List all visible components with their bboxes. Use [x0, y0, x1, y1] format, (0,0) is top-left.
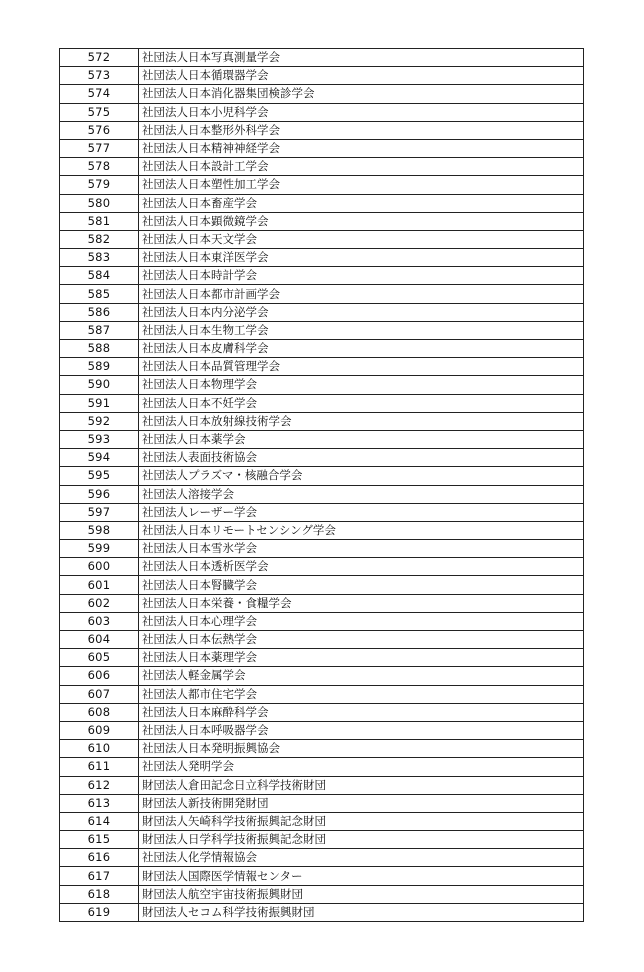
- table-row: [60, 321, 584, 339]
- table-row: [60, 558, 584, 576]
- organization-name-cell: 社団法人日本整形外科学会: [139, 121, 584, 139]
- table-row: [60, 230, 584, 248]
- table-row: [60, 849, 584, 867]
- organization-name-cell: 社団法人日本皮膚科学会: [139, 340, 584, 358]
- table-row: [60, 576, 584, 594]
- row-number-cell: 619: [60, 903, 139, 921]
- row-number-cell: 592: [60, 412, 139, 430]
- table-row: [60, 467, 584, 485]
- table-row: [60, 67, 584, 85]
- table-row: [60, 358, 584, 376]
- table-row: [60, 376, 584, 394]
- organization-name-cell: 社団法人日本循環器学会: [139, 67, 584, 85]
- organization-name-cell: 社団法人日本放射線技術学会: [139, 412, 584, 430]
- organization-name-cell: 社団法人日本精神神経学会: [139, 139, 584, 157]
- organization-table: [59, 48, 584, 922]
- organization-name-cell: 社団法人日本顕微鏡学会: [139, 212, 584, 230]
- table-row: [60, 285, 584, 303]
- organization-name-cell: 社団法人日本物理学会: [139, 376, 584, 394]
- table-row: [60, 740, 584, 758]
- row-number-cell: 577: [60, 139, 139, 157]
- organization-name-cell: 社団法人レーザー学会: [139, 503, 584, 521]
- table-row: [60, 831, 584, 849]
- row-number-cell: 595: [60, 467, 139, 485]
- organization-name-cell: 社団法人日本呼吸器学会: [139, 721, 584, 739]
- table-row: [60, 139, 584, 157]
- row-number-cell: 574: [60, 85, 139, 103]
- row-number-cell: 578: [60, 158, 139, 176]
- row-number-cell: 609: [60, 721, 139, 739]
- row-number-cell: 600: [60, 558, 139, 576]
- organization-name-cell: 社団法人日本時計学会: [139, 267, 584, 285]
- row-number-cell: 612: [60, 776, 139, 794]
- table-row: [60, 212, 584, 230]
- organization-name-cell: 社団法人都市住宅学会: [139, 685, 584, 703]
- table-row: [60, 449, 584, 467]
- organization-name-cell: 社団法人日本都市計画学会: [139, 285, 584, 303]
- table-row: [60, 303, 584, 321]
- row-number-cell: 596: [60, 485, 139, 503]
- row-number-cell: 591: [60, 394, 139, 412]
- row-number-cell: 601: [60, 576, 139, 594]
- table-row: [60, 631, 584, 649]
- table-row: [60, 394, 584, 412]
- table-row: [60, 649, 584, 667]
- table-row: [60, 176, 584, 194]
- table-row: [60, 485, 584, 503]
- organization-name-cell: 社団法人プラズマ・核融合学会: [139, 467, 584, 485]
- row-number-cell: 583: [60, 249, 139, 267]
- table-row: [60, 158, 584, 176]
- row-number-cell: 613: [60, 794, 139, 812]
- table-row: [60, 49, 584, 67]
- row-number-cell: 610: [60, 740, 139, 758]
- organization-table-body: [60, 49, 584, 922]
- table-row: [60, 194, 584, 212]
- row-number-cell: 585: [60, 285, 139, 303]
- table-row: [60, 85, 584, 103]
- row-number-cell: 597: [60, 503, 139, 521]
- row-number-cell: 615: [60, 831, 139, 849]
- table-row: [60, 885, 584, 903]
- organization-name-cell: 社団法人日本畜産学会: [139, 194, 584, 212]
- row-number-cell: 590: [60, 376, 139, 394]
- table-row: [60, 703, 584, 721]
- table-row: [60, 594, 584, 612]
- row-number-cell: 608: [60, 703, 139, 721]
- row-number-cell: 579: [60, 176, 139, 194]
- row-number-cell: 584: [60, 267, 139, 285]
- row-number-cell: 572: [60, 49, 139, 67]
- table-row: [60, 521, 584, 539]
- organization-name-cell: 財団法人倉田記念日立科学技術財団: [139, 776, 584, 794]
- row-number-cell: 588: [60, 340, 139, 358]
- table-row: [60, 503, 584, 521]
- table-row: [60, 758, 584, 776]
- row-number-cell: 576: [60, 121, 139, 139]
- row-number-cell: 599: [60, 540, 139, 558]
- row-number-cell: 573: [60, 67, 139, 85]
- table-row: [60, 667, 584, 685]
- organization-name-cell: 社団法人日本生物工学会: [139, 321, 584, 339]
- table-row: [60, 267, 584, 285]
- row-number-cell: 580: [60, 194, 139, 212]
- row-number-cell: 618: [60, 885, 139, 903]
- row-number-cell: 589: [60, 358, 139, 376]
- table-row: [60, 867, 584, 885]
- row-number-cell: 602: [60, 594, 139, 612]
- organization-name-cell: 財団法人日学科学技術振興記念財団: [139, 831, 584, 849]
- table-row: [60, 249, 584, 267]
- organization-name-cell: 社団法人日本写真測量学会: [139, 49, 584, 67]
- organization-name-cell: 財団法人矢崎科学技術振興記念財団: [139, 812, 584, 830]
- table-row: [60, 412, 584, 430]
- organization-name-cell: 社団法人日本小児科学会: [139, 103, 584, 121]
- table-row: [60, 794, 584, 812]
- organization-name-cell: 社団法人日本リモートセンシング学会: [139, 521, 584, 539]
- row-number-cell: 607: [60, 685, 139, 703]
- table-row: [60, 103, 584, 121]
- table-row: [60, 903, 584, 921]
- organization-name-cell: 社団法人軽金属学会: [139, 667, 584, 685]
- organization-name-cell: 社団法人日本設計工学会: [139, 158, 584, 176]
- row-number-cell: 582: [60, 230, 139, 248]
- table-row: [60, 430, 584, 448]
- row-number-cell: 605: [60, 649, 139, 667]
- organization-name-cell: 社団法人日本麻酔科学会: [139, 703, 584, 721]
- organization-name-cell: 社団法人日本透析医学会: [139, 558, 584, 576]
- table-row: [60, 776, 584, 794]
- row-number-cell: 587: [60, 321, 139, 339]
- organization-name-cell: 社団法人日本薬理学会: [139, 649, 584, 667]
- organization-name-cell: 社団法人日本東洋医学会: [139, 249, 584, 267]
- organization-name-cell: 社団法人日本薬学会: [139, 430, 584, 448]
- table-row: [60, 685, 584, 703]
- organization-name-cell: 社団法人日本内分泌学会: [139, 303, 584, 321]
- row-number-cell: 611: [60, 758, 139, 776]
- organization-name-cell: 社団法人日本腎臓学会: [139, 576, 584, 594]
- organization-name-cell: 社団法人日本心理学会: [139, 612, 584, 630]
- organization-name-cell: 社団法人溶接学会: [139, 485, 584, 503]
- row-number-cell: 581: [60, 212, 139, 230]
- row-number-cell: 594: [60, 449, 139, 467]
- table-row: [60, 612, 584, 630]
- row-number-cell: 617: [60, 867, 139, 885]
- row-number-cell: 575: [60, 103, 139, 121]
- table-row: [60, 340, 584, 358]
- organization-name-cell: 社団法人日本雪氷学会: [139, 540, 584, 558]
- organization-name-cell: 社団法人発明学会: [139, 758, 584, 776]
- organization-name-cell: 社団法人日本栄養・食糧学会: [139, 594, 584, 612]
- row-number-cell: 598: [60, 521, 139, 539]
- organization-name-cell: 社団法人表面技術協会: [139, 449, 584, 467]
- table-row: [60, 812, 584, 830]
- table-row: [60, 121, 584, 139]
- row-number-cell: 616: [60, 849, 139, 867]
- row-number-cell: 604: [60, 631, 139, 649]
- table-row: [60, 540, 584, 558]
- row-number-cell: 606: [60, 667, 139, 685]
- organization-name-cell: 財団法人新技術開発財団: [139, 794, 584, 812]
- organization-name-cell: 社団法人化学情報協会: [139, 849, 584, 867]
- table-row: [60, 721, 584, 739]
- organization-name-cell: 社団法人日本発明振興協会: [139, 740, 584, 758]
- organization-name-cell: 財団法人セコム科学技術振興財団: [139, 903, 584, 921]
- organization-name-cell: 社団法人日本伝熱学会: [139, 631, 584, 649]
- row-number-cell: 603: [60, 612, 139, 630]
- organization-name-cell: 社団法人日本塑性加工学会: [139, 176, 584, 194]
- organization-name-cell: 社団法人日本消化器集団検診学会: [139, 85, 584, 103]
- organization-name-cell: 社団法人日本品質管理学会: [139, 358, 584, 376]
- organization-name-cell: 財団法人航空宇宙技術振興財団: [139, 885, 584, 903]
- row-number-cell: 586: [60, 303, 139, 321]
- organization-name-cell: 財団法人国際医学情報センター: [139, 867, 584, 885]
- row-number-cell: 614: [60, 812, 139, 830]
- row-number-cell: 593: [60, 430, 139, 448]
- organization-name-cell: 社団法人日本天文学会: [139, 230, 584, 248]
- organization-name-cell: 社団法人日本不妊学会: [139, 394, 584, 412]
